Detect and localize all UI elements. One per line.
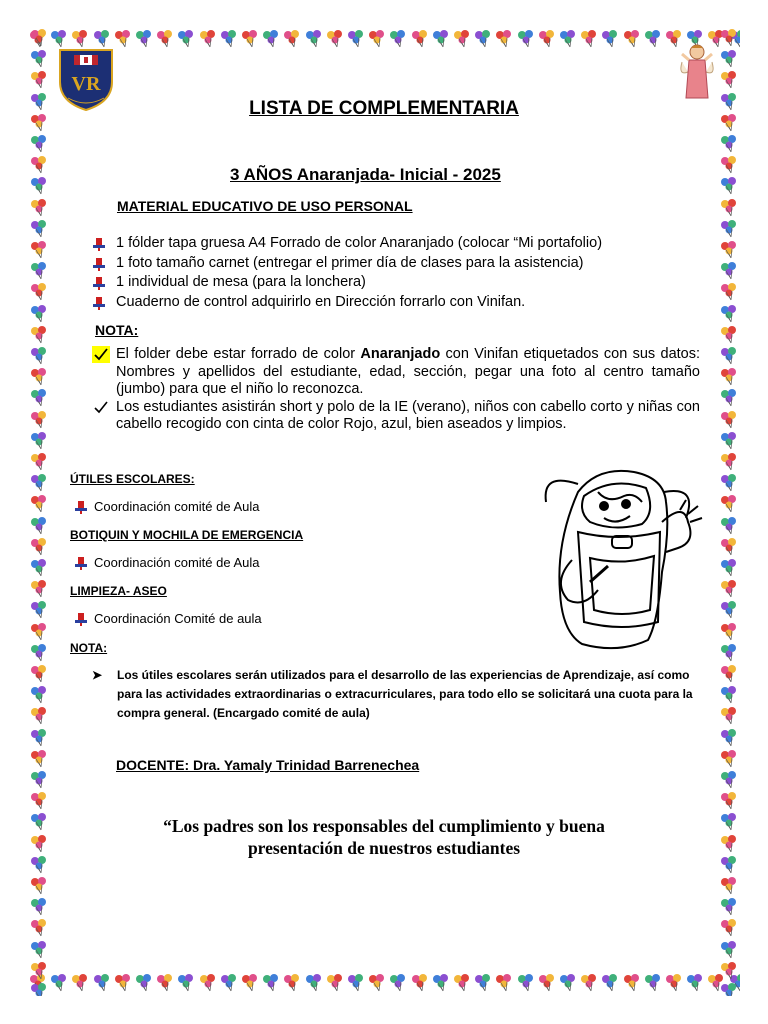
balloon-border-icon — [29, 28, 49, 48]
balloon-border-icon — [410, 973, 430, 993]
balloon-border-icon — [719, 706, 739, 726]
balloon-border-icon — [719, 49, 739, 69]
balloon-border-icon — [176, 29, 196, 49]
balloon-border-icon — [29, 770, 49, 790]
balloon-border-icon — [29, 664, 49, 684]
balloon-border-icon — [29, 325, 49, 345]
balloon-border-icon — [29, 304, 49, 324]
balloon-border-icon — [29, 706, 49, 726]
balloon-border-icon — [346, 29, 366, 49]
balloon-border-icon — [29, 367, 49, 387]
balloon-border-icon — [719, 791, 739, 811]
balloon-border-icon — [388, 973, 408, 993]
nota2-heading: NOTA: — [70, 641, 108, 655]
balloon-border-icon — [29, 961, 49, 981]
bottom-note — [92, 666, 712, 723]
balloon-border-icon — [29, 579, 49, 599]
section-item-utiles — [74, 499, 260, 514]
balloon-border-icon — [346, 973, 366, 993]
balloon-border-icon — [622, 973, 642, 993]
note1-text-post: con Vinifan etiquetados con sus datos: Nombres y apellidos del estudiante, edad, sección, pegar una foto al centro tamaño (jumbo) para que el niño lo reconozca. — [116, 346, 700, 397]
balloon-border-icon — [367, 29, 387, 49]
balloon-border-icon — [719, 240, 739, 260]
balloon-border-icon — [29, 749, 49, 769]
balloon-border-icon — [719, 516, 739, 536]
material-list — [92, 234, 602, 312]
material-item-text: 1 individual de mesa (para la lonchera) — [116, 274, 366, 290]
balloon-border-icon — [685, 973, 705, 993]
material-item-text: 1 foto tamaño carnet (entregar el primer día de clases para la asistencia) — [116, 254, 584, 271]
balloon-border-top — [28, 28, 740, 50]
balloon-border-icon — [29, 240, 49, 260]
balloon-border-icon — [29, 791, 49, 811]
balloon-border-icon — [719, 346, 739, 366]
balloon-border-icon — [219, 29, 239, 49]
balloon-border-icon — [29, 410, 49, 430]
angel-icon — [678, 42, 716, 104]
push-pin-icon — [74, 556, 88, 570]
balloon-border-icon — [431, 29, 451, 49]
balloon-border-icon — [304, 973, 324, 993]
checkmark-icon — [92, 399, 110, 416]
balloon-border-icon — [29, 918, 49, 938]
balloon-border-icon — [29, 155, 49, 175]
balloon-border-icon — [719, 388, 739, 408]
balloon-border-icon — [176, 973, 196, 993]
section-item-text: Coordinación comité de Aula — [94, 499, 260, 514]
balloon-border-icon — [719, 452, 739, 472]
quote-line-2: presentación de nuestros estudiantes — [247, 838, 521, 858]
section-material-heading: MATERIAL EDUCATIVO DE USO PERSONAL — [117, 198, 413, 214]
balloon-border-icon — [29, 982, 49, 996]
balloon-border-icon — [494, 29, 514, 49]
balloon-border-icon — [719, 622, 739, 642]
balloon-border-icon — [29, 70, 49, 90]
note2-text: Los estudiantes asistirán short y polo de la IE (verano), niños con cabello corto y niñas con cabello recogido con cinta de color Rojo, azul, bien aseados y limpios. — [116, 398, 700, 432]
balloon-border-icon — [452, 973, 472, 993]
balloon-border-icon — [452, 29, 472, 49]
balloon-border-icon — [92, 973, 112, 993]
balloon-border-icon — [29, 452, 49, 472]
balloon-border-icon — [719, 431, 739, 451]
balloon-border-icon — [719, 770, 739, 790]
balloon-border-icon — [719, 282, 739, 302]
balloon-border-icon — [643, 973, 663, 993]
balloon-border-icon — [719, 961, 739, 981]
section-item-text: Coordinación comité de Aula — [94, 555, 260, 570]
balloon-border-icon — [29, 49, 49, 69]
balloon-border-icon — [29, 643, 49, 663]
balloon-border-icon — [261, 29, 281, 49]
balloon-border-icon — [325, 29, 345, 49]
balloon-border-icon — [388, 29, 408, 49]
balloon-border-icon — [29, 473, 49, 493]
material-item-text: Cuaderno de control adquirirlo en Dirección forrarlo con Vinifan. — [116, 293, 526, 310]
balloon-border-icon — [719, 473, 739, 493]
balloon-border-icon — [719, 918, 739, 938]
balloon-border-icon — [29, 346, 49, 366]
balloon-border-icon — [29, 494, 49, 514]
balloon-border-icon — [719, 728, 739, 748]
balloon-border-icon — [29, 516, 49, 536]
balloon-border-icon — [719, 579, 739, 599]
balloon-border-icon — [29, 388, 49, 408]
list-item — [92, 254, 602, 274]
balloon-border-icon — [719, 749, 739, 769]
backpack-cartoon-icon — [538, 462, 710, 656]
balloon-border-icon — [664, 973, 684, 993]
balloon-border-icon — [29, 558, 49, 578]
note-item — [92, 399, 700, 434]
balloon-border-icon — [29, 134, 49, 154]
balloon-border-icon — [431, 973, 451, 993]
balloon-border-icon — [304, 29, 324, 49]
section-item-text: Coordinación Comité de aula — [94, 611, 262, 626]
balloon-border-icon — [719, 155, 739, 175]
balloon-border-icon — [719, 410, 739, 430]
note1-text-pre: El folder debe estar forrado de color — [116, 346, 361, 362]
balloon-border-icon — [134, 973, 154, 993]
balloon-border-icon — [719, 134, 739, 154]
balloon-border-icon — [282, 29, 302, 49]
balloon-border-icon — [29, 537, 49, 557]
section-heading-limpieza: LIMPIEZA- ASEO — [70, 584, 167, 598]
balloon-border-icon — [719, 940, 739, 960]
notes-list — [92, 346, 700, 434]
push-pin-icon — [74, 612, 88, 626]
balloon-border-icon — [134, 29, 154, 49]
balloon-border-icon — [516, 973, 536, 993]
balloon-border-icon — [70, 973, 90, 993]
balloon-border-icon — [719, 219, 739, 239]
push-pin-icon — [92, 237, 106, 251]
balloon-border-icon — [155, 29, 175, 49]
list-item — [92, 293, 602, 313]
push-pin-icon — [92, 296, 106, 310]
balloon-border-icon — [516, 29, 536, 49]
balloon-border-icon — [29, 431, 49, 451]
balloon-border-icon — [49, 973, 69, 993]
balloon-border-icon — [29, 897, 49, 917]
balloon-border-icon — [473, 29, 493, 49]
balloon-border-icon — [219, 973, 239, 993]
balloon-border-icon — [719, 261, 739, 281]
list-item — [92, 234, 602, 254]
balloon-border-icon — [29, 685, 49, 705]
balloon-border-icon — [240, 29, 260, 49]
balloon-border-icon — [719, 325, 739, 345]
balloon-border-icon — [473, 973, 493, 993]
balloon-border-icon — [719, 367, 739, 387]
balloon-border-icon — [622, 29, 642, 49]
section-item-botiquin — [74, 555, 260, 570]
balloon-border-icon — [155, 973, 175, 993]
balloon-border-icon — [719, 70, 739, 90]
logo-lettering: VR — [71, 73, 101, 95]
section-item-limpieza — [74, 611, 262, 626]
balloon-border-icon — [643, 29, 663, 49]
balloon-border-icon — [261, 973, 281, 993]
document-title: LISTA DE COMPLEMENTARIA — [249, 98, 519, 119]
balloon-border-icon — [558, 973, 578, 993]
push-pin-icon — [92, 276, 106, 290]
balloon-border-icon — [282, 973, 302, 993]
balloon-border-icon — [719, 537, 739, 557]
balloon-border-icon — [410, 29, 430, 49]
list-item — [92, 273, 602, 293]
balloon-border-icon — [600, 973, 620, 993]
balloon-border-icon — [29, 876, 49, 896]
balloon-border-icon — [719, 198, 739, 218]
push-pin-icon — [74, 500, 88, 514]
docente-line: DOCENTE: Dra. Yamaly Trinidad Barrenechea — [116, 757, 420, 773]
balloon-border-icon — [719, 643, 739, 663]
balloon-border-icon — [719, 176, 739, 196]
balloon-border-icon — [29, 600, 49, 620]
balloon-border-icon — [719, 558, 739, 578]
push-pin-icon — [92, 257, 106, 271]
balloon-border-icon — [719, 982, 739, 996]
balloon-border-bottom — [28, 972, 740, 994]
balloon-border-icon — [719, 304, 739, 324]
balloon-border-icon — [579, 973, 599, 993]
balloon-border-icon — [537, 973, 557, 993]
checkmark-icon — [92, 346, 110, 363]
note-item — [92, 346, 700, 399]
balloon-border-icon — [29, 176, 49, 196]
balloon-border-icon — [240, 973, 260, 993]
balloon-border-icon — [325, 973, 345, 993]
balloon-border-icon — [600, 29, 620, 49]
quote-line-1: “Los padres son los responsables del cumplimiento y buena — [163, 816, 605, 836]
section-heading-botiquin: BOTIQUIN Y MOCHILA DE EMERGENCIA — [70, 528, 304, 542]
balloon-border-icon — [29, 728, 49, 748]
material-item-text: 1 fólder tapa gruesa A4 Forrado de color Anaranjado (colocar “Mi portafolio) — [116, 235, 603, 251]
balloon-border-icon — [29, 219, 49, 239]
balloon-border-icon — [719, 685, 739, 705]
balloon-border-icon — [558, 29, 578, 49]
balloon-border-icon — [719, 600, 739, 620]
balloon-border-icon — [29, 622, 49, 642]
balloon-border-icon — [719, 876, 739, 896]
balloon-border-icon — [719, 28, 739, 48]
balloon-border-icon — [29, 261, 49, 281]
balloon-border-icon — [113, 973, 133, 993]
balloon-border-icon — [29, 940, 49, 960]
section-heading-utiles: ÚTILES ESCOLARES: — [70, 472, 195, 486]
balloon-border-icon — [198, 29, 218, 49]
bottom-note-text: Los útiles escolares serán utilizados para el desarrollo de las experiencias de Aprendizaje, así como para las actividades extraordinarias o extracurriculares, para todo ello se solicitará una cuota para la compra general. (Encargado comité de aula) — [117, 668, 693, 720]
balloon-border-icon — [29, 198, 49, 218]
balloon-border-icon — [494, 973, 514, 993]
balloon-border-icon — [29, 282, 49, 302]
arrow-bullet-icon: ➤ — [92, 668, 103, 682]
balloon-border-icon — [537, 29, 557, 49]
nota-heading: NOTA: — [95, 322, 139, 338]
balloon-border-icon — [579, 29, 599, 49]
balloon-border-icon — [367, 973, 387, 993]
closing-quote — [0, 815, 768, 859]
balloon-border-icon — [719, 664, 739, 684]
balloon-border-icon — [719, 494, 739, 514]
balloon-border-icon — [198, 973, 218, 993]
document-subtitle: 3 AÑOS Anaranjada- Inicial - 2025 — [230, 165, 501, 184]
balloon-border-icon — [719, 897, 739, 917]
note1-text-bold: Anaranjado — [360, 346, 441, 362]
